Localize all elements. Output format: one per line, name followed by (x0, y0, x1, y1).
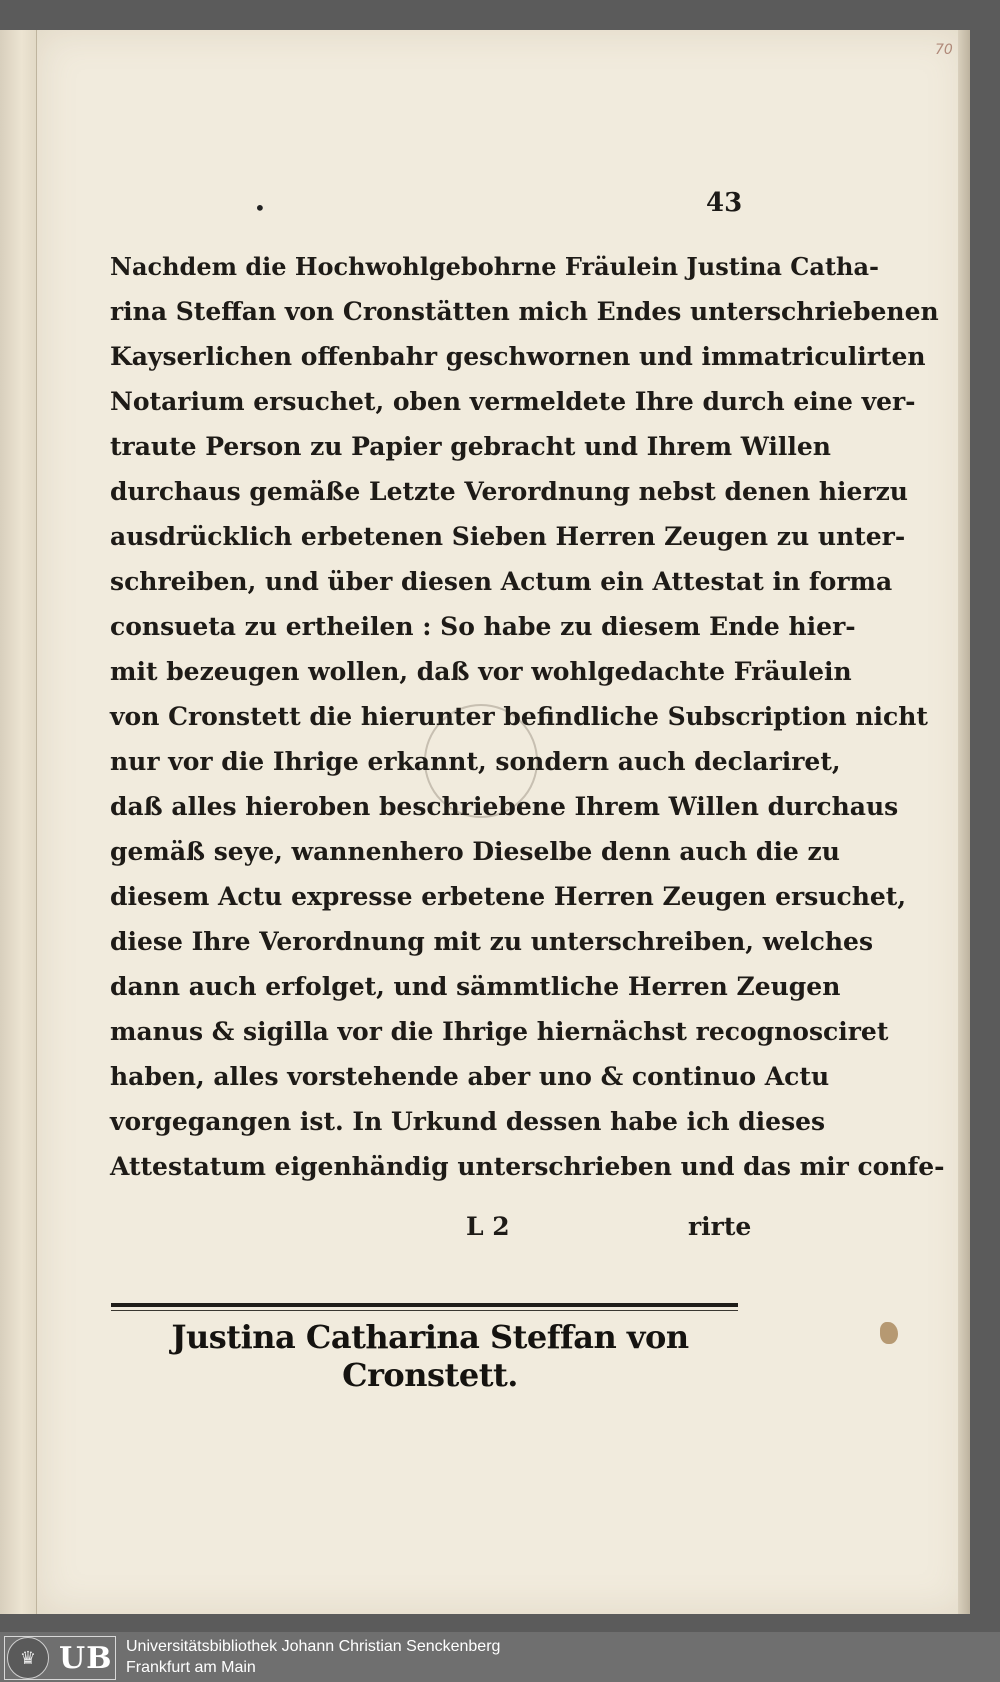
text-line: Notarium ersuchet, oben vermeldete Ihre durch eine ver- (110, 387, 916, 416)
page-number: 43 (706, 188, 743, 218)
library-logo[interactable] (4, 1636, 116, 1680)
signature-mark: L 2 (466, 1212, 510, 1241)
text-line: haben, alles vorstehende aber uno & continuo Actu (110, 1062, 830, 1091)
text-line: dann auch erfolget, und sämmtliche Herren Zeugen (110, 972, 841, 1001)
divider-rule-thin (111, 1310, 738, 1311)
text-line: schreiben, und über diesen Actum ein Attestat in forma (110, 567, 893, 596)
text-line: Kayserlichen offenbahr geschwornen und immatriculirten (110, 342, 926, 371)
text-line: daß alles hieroben beschriebene Ihrem Willen durchaus (110, 792, 899, 821)
seal-icon: ♛ (7, 1637, 49, 1679)
catchword: rirte (688, 1212, 752, 1241)
text-line: Nachdem die Hochwohlgebohrne Fräulein Justina Catha- (110, 252, 880, 281)
footer-bar (0, 1632, 1000, 1682)
text-line: von Cronstett die hierunter befindliche Subscription nicht (110, 702, 928, 731)
text-line: gemäß seye, wannenhero Dieselbe denn auch die zu (110, 837, 840, 866)
text-line: consueta zu ertheilen : So habe zu diesem Ende hier- (110, 612, 856, 641)
text-line: manus & sigilla vor die Ihrige hiernächst recognosciret (110, 1017, 889, 1046)
text-line: mit bezeugen wollen, daß vor wohlgedachte Fräulein (110, 657, 852, 686)
dot-mark: • (254, 196, 266, 220)
institution-city: Frankfurt am Main (126, 1659, 256, 1676)
text-line: diesem Actu expresse erbetene Herren Zeugen ersuchet, (110, 882, 907, 911)
paper-stain (880, 1322, 898, 1344)
left-page-edge (0, 30, 37, 1614)
text-line: durchaus gemäße Letzte Verordnung nebst denen hierzu (110, 477, 908, 506)
text-line: rina Steffan von Cronstätten mich Endes unterschriebenen (110, 297, 939, 326)
body-text (110, 244, 945, 1189)
divider-rule (111, 1303, 738, 1307)
right-page-edge (958, 30, 970, 1614)
text-line: diese Ihre Verordnung mit zu unterschreiben, welches (110, 927, 874, 956)
text-line: nur vor die Ihrige erkannt, sondern auch declariret, (110, 747, 841, 776)
text-line: traute Person zu Papier gebracht und Ihrem Willen (110, 432, 831, 461)
text-line: vorgegangen ist. In Urkund dessen habe ich dieses (110, 1107, 826, 1136)
text-line: ausdrücklich erbetenen Sieben Herren Zeugen zu unter- (110, 522, 906, 551)
institution-name: Universitätsbibliothek Johann Christian Senckenberg (126, 1638, 501, 1655)
text-line: Attestatum eigenhändig unterschrieben und das mir confe- (110, 1152, 945, 1181)
logo-text: UB (59, 1640, 113, 1676)
archive-folio-number: 70 (935, 42, 953, 58)
signature-line: Justina Catharina Steffan von Cronstett. (171, 1318, 689, 1394)
